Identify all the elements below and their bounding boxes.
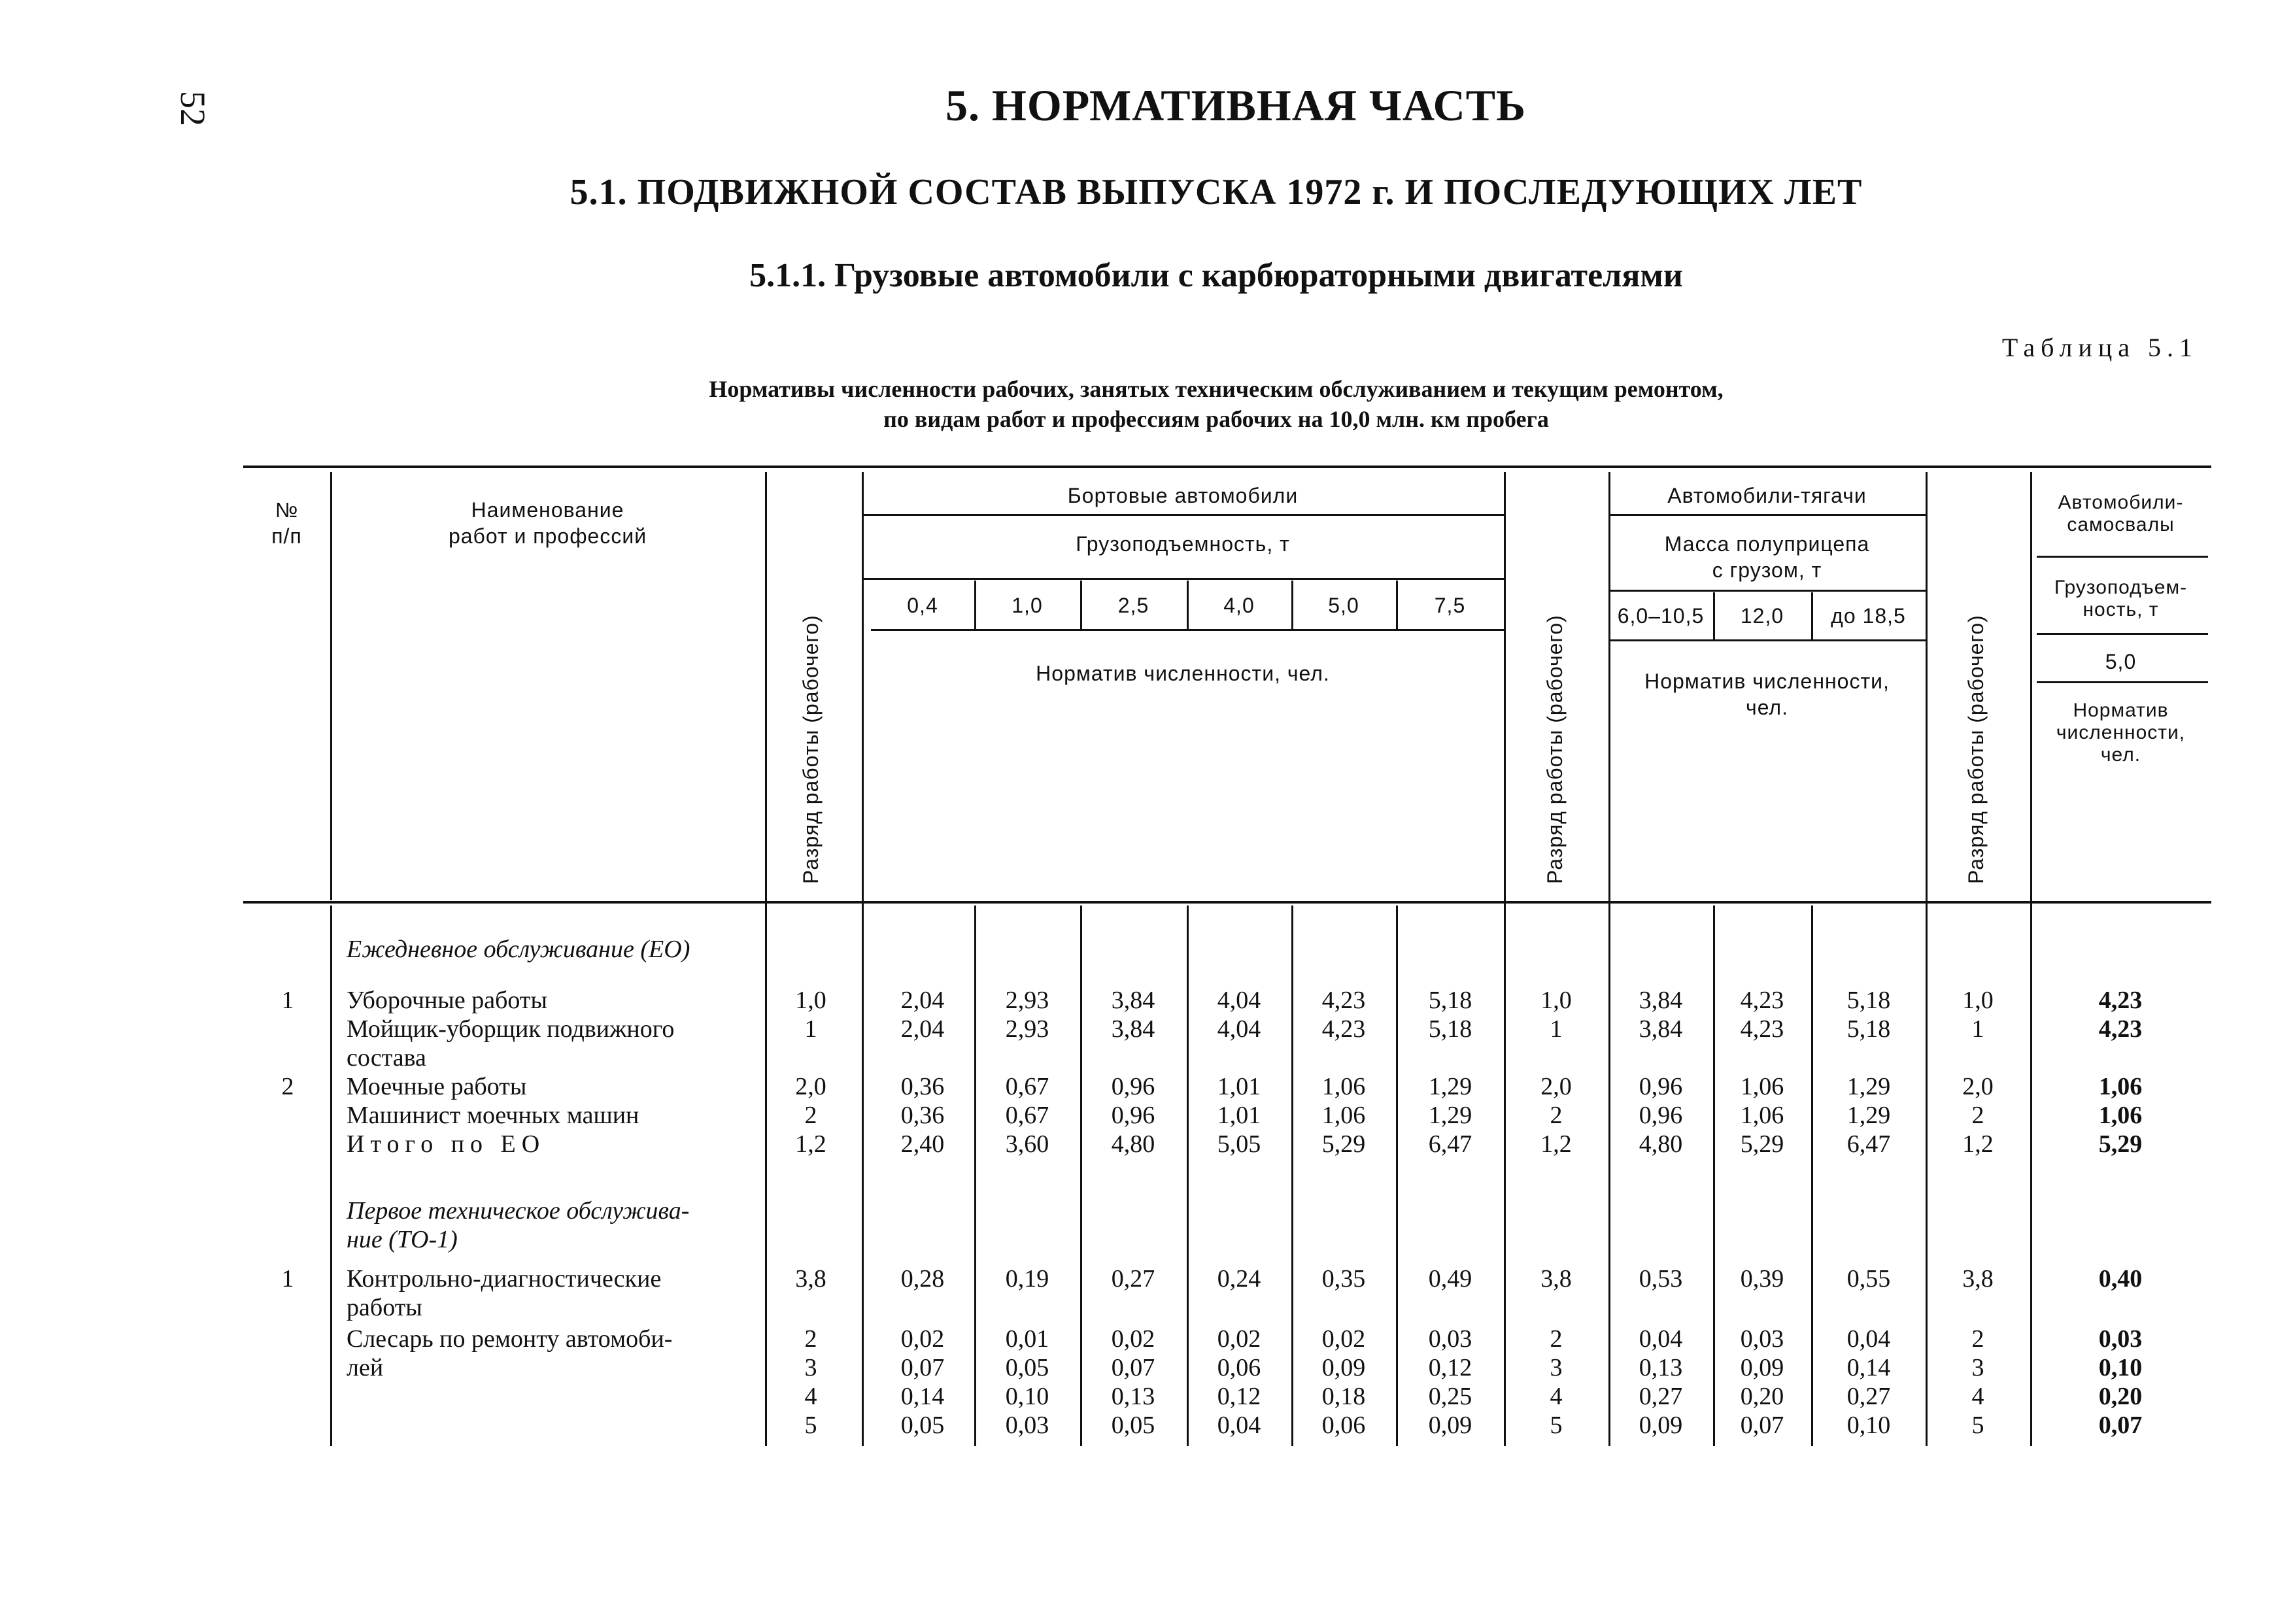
- tractor-norm: 5,18: [1846, 987, 1891, 1014]
- tractor-norm: 0,04: [1846, 1325, 1891, 1353]
- tractor-norm: 0,04: [1639, 1325, 1683, 1353]
- dump-norm: 0,03: [2098, 1325, 2143, 1353]
- divider: [1811, 905, 1813, 1446]
- grade-flatbed: 2: [804, 1325, 817, 1353]
- dump-norm: 0,07: [2098, 1412, 2143, 1439]
- divider: [330, 905, 332, 1446]
- divider: [1396, 905, 1398, 1446]
- flatbed-norm: 0,02: [1217, 1325, 1261, 1353]
- flatbed-capacity-1: 1,0: [1012, 594, 1043, 617]
- flatbed-capacity-5: 7,5: [1434, 594, 1466, 617]
- tractor-norm: 0,13: [1639, 1354, 1683, 1381]
- header-dump-capacity-line-1: Грузоподъем-: [2054, 577, 2188, 598]
- header-dump-norm-line-2: численности,: [2056, 722, 2186, 743]
- tractor-norm: 4,23: [1740, 1015, 1784, 1043]
- grade-tractor: 1,0: [1540, 987, 1572, 1014]
- flatbed-norm: 0,03: [1428, 1325, 1472, 1353]
- rule: [1608, 590, 1926, 592]
- divider: [1291, 905, 1293, 1446]
- rule: [862, 514, 1504, 516]
- row-label: [347, 986, 752, 1015]
- grade-flatbed: 1,0: [795, 987, 826, 1014]
- flatbed-norm: 1,06: [1321, 1073, 1366, 1100]
- flatbed-norm: 0,04: [1217, 1412, 1261, 1439]
- tractor-norm: 0,09: [1639, 1412, 1683, 1439]
- grade-flatbed: 1,2: [795, 1130, 826, 1158]
- row-label-line: Слесарь по ремонту автомоби-: [347, 1325, 673, 1353]
- header-dump-norm-line-3: чел.: [2100, 744, 2141, 766]
- tractor-norm: 0,96: [1639, 1102, 1683, 1129]
- table-label: Таблица 5.1: [2001, 333, 2198, 362]
- dump-norm: 0,40: [2098, 1265, 2143, 1293]
- section-eo-title: Ежедневное обслуживание (ЕО): [347, 936, 690, 963]
- table-caption: [0, 374, 2295, 434]
- header-bottom-rule: [243, 901, 2211, 904]
- page-number: 52: [173, 91, 212, 126]
- flatbed-norm: 0,49: [1428, 1265, 1472, 1293]
- header-flatbed: Бортовые автомобили: [1067, 484, 1299, 507]
- header-dump-norm-line-1: Норматив: [2073, 700, 2169, 721]
- dump-norm: 5,29: [2098, 1130, 2143, 1158]
- divider: [1713, 905, 1715, 1446]
- divider: [974, 905, 976, 1446]
- section-to1-title: [347, 1196, 765, 1254]
- header-name-line-2: работ и профессий: [448, 524, 647, 548]
- grade-flatbed: 2,0: [795, 1073, 826, 1100]
- tractor-capacity-0: 6,0–10,5: [1617, 604, 1705, 628]
- grade-dump: 2,0: [1962, 1073, 1994, 1100]
- flatbed-norm: 1,01: [1217, 1073, 1261, 1100]
- rule: [2037, 556, 2208, 558]
- header-norm-tractor-line-2: чел.: [1746, 696, 1788, 719]
- row-label-line: работы: [347, 1294, 422, 1321]
- flatbed-norm: 0,05: [1005, 1354, 1049, 1381]
- flatbed-norm: 0,13: [1111, 1383, 1155, 1410]
- header-norm-flatbed: Норматив численности, чел.: [1036, 662, 1330, 685]
- header-number: [243, 497, 330, 549]
- header-name-line-1: Наименование: [471, 498, 624, 522]
- flatbed-norm: 0,03: [1005, 1412, 1049, 1439]
- divider: [765, 472, 767, 1446]
- tractor-norm: 3,84: [1639, 1015, 1683, 1043]
- tractor-capacity-1: 12,0: [1740, 604, 1784, 628]
- caption-line-2: по видам работ и профессиям рабочих на 10,0 млн. км пробега: [883, 406, 1549, 432]
- flatbed-norm: 0,01: [1005, 1325, 1049, 1353]
- grade-dump: 4: [1971, 1383, 1984, 1410]
- row-label-line: Итого по ЕО: [347, 1130, 546, 1158]
- flatbed-norm: 2,40: [900, 1130, 945, 1158]
- tractor-norm: 0,09: [1740, 1354, 1784, 1381]
- row-number: 1: [281, 1265, 294, 1293]
- rule: [862, 578, 1504, 580]
- grade-dump: 3,8: [1962, 1265, 1994, 1293]
- row-label: [347, 1130, 752, 1159]
- flatbed-norm: 5,18: [1428, 1015, 1472, 1043]
- flatbed-norm: 0,05: [1111, 1412, 1155, 1439]
- row-label: [347, 1264, 752, 1322]
- tractor-norm: 1,29: [1846, 1102, 1891, 1129]
- flatbed-norm: 0,06: [1217, 1354, 1261, 1381]
- tractor-norm: 0,53: [1639, 1265, 1683, 1293]
- flatbed-capacity-2: 2,5: [1117, 594, 1149, 617]
- flatbed-norm: 0,96: [1111, 1073, 1155, 1100]
- grade-dump: 2: [1971, 1325, 1984, 1353]
- flatbed-norm: 2,93: [1005, 1015, 1049, 1043]
- flatbed-norm: 1,29: [1428, 1102, 1472, 1129]
- tractor-norm: 0,14: [1846, 1354, 1891, 1381]
- header-norm-tractor-line-1: Норматив численности,: [1644, 669, 1890, 693]
- grade-tractor: 1,2: [1540, 1130, 1572, 1158]
- flatbed-norm: 3,60: [1005, 1130, 1049, 1158]
- grade-dump: 1: [1971, 1015, 1984, 1043]
- tractor-norm: 0,27: [1846, 1383, 1891, 1410]
- dump-norm: 0,20: [2098, 1383, 2143, 1410]
- grade-tractor: 2: [1550, 1325, 1563, 1353]
- header-number-line-2: п/п: [271, 524, 302, 548]
- flatbed-norm: 0,05: [900, 1412, 945, 1439]
- header-tractors: Автомобили-тягачи: [1667, 484, 1867, 507]
- tractor-norm: 0,39: [1740, 1265, 1784, 1293]
- flatbed-norm: 5,29: [1321, 1130, 1366, 1158]
- flatbed-norm: 3,84: [1111, 1015, 1155, 1043]
- header-dump-line-2: самосвалы: [2067, 514, 2175, 535]
- row-label-line: Уборочные работы: [347, 987, 548, 1014]
- flatbed-norm: 0,06: [1321, 1412, 1366, 1439]
- grade-flatbed: 3,8: [795, 1265, 826, 1293]
- tractor-norm: 4,23: [1740, 987, 1784, 1014]
- tractor-norm: 1,06: [1740, 1073, 1784, 1100]
- tractor-norm: 0,27: [1639, 1383, 1683, 1410]
- header-dump: [2030, 492, 2211, 536]
- divider: [1926, 472, 1928, 1446]
- grade-flatbed: 3: [804, 1354, 817, 1381]
- header-semitrailer-line-2: с грузом, т: [1712, 558, 1822, 582]
- grade-tractor: 3,8: [1540, 1265, 1572, 1293]
- row-label-line: состава: [347, 1044, 426, 1072]
- subsubsection-heading: 5.1.1. Грузовые автомобили с карбюраторными двигателями: [749, 257, 1683, 294]
- subsection-heading: 5.1. ПОДВИЖНОЙ СОСТАВ ВЫПУСКА 1972 г. И ПОСЛЕДУЮЩИХ ЛЕТ: [570, 172, 1863, 212]
- flatbed-norm: 0,19: [1005, 1265, 1049, 1293]
- section-to1-title-line-2: ние (ТО-1): [347, 1226, 458, 1253]
- row-label-line: Контрольно-диагностические: [347, 1265, 662, 1293]
- header-dump-norm: [2030, 700, 2211, 766]
- header-grade-tractor: Разряд работы (рабочего): [1543, 615, 1567, 884]
- tractor-norm: 4,80: [1639, 1130, 1683, 1158]
- tractor-norm: 0,96: [1639, 1073, 1683, 1100]
- header-capacity: Грузоподъемность, т: [1076, 532, 1290, 556]
- grade-tractor: 5: [1550, 1412, 1563, 1439]
- flatbed-norm: 4,04: [1217, 987, 1261, 1014]
- flatbed-norm: 0,67: [1005, 1073, 1049, 1100]
- grade-tractor: 2: [1550, 1102, 1563, 1129]
- flatbed-norm: 4,80: [1111, 1130, 1155, 1158]
- flatbed-norm: 3,84: [1111, 987, 1155, 1014]
- flatbed-norm: 4,04: [1217, 1015, 1261, 1043]
- flatbed-norm: 0,10: [1005, 1383, 1049, 1410]
- flatbed-norm: 0,14: [900, 1383, 945, 1410]
- flatbed-norm: 0,02: [1321, 1325, 1366, 1353]
- flatbed-norm: 0,67: [1005, 1102, 1049, 1129]
- grade-tractor: 3: [1550, 1354, 1563, 1381]
- tractor-norm: 6,47: [1846, 1130, 1891, 1158]
- divider: [862, 472, 864, 1446]
- grade-dump: 1,0: [1962, 987, 1994, 1014]
- tractor-norm: 3,84: [1639, 987, 1683, 1014]
- dump-norm: 0,10: [2098, 1354, 2143, 1381]
- row-label-line: Мойщик-уборщик подвижного: [347, 1015, 675, 1043]
- flatbed-norm: 0,12: [1428, 1354, 1472, 1381]
- row-label: [347, 1101, 752, 1130]
- grade-tractor: 2,0: [1540, 1073, 1572, 1100]
- grade-flatbed: 2: [804, 1102, 817, 1129]
- dump-norm: 4,23: [2098, 987, 2143, 1014]
- grade-dump: 5: [1971, 1412, 1984, 1439]
- tractor-norm: 1,06: [1740, 1102, 1784, 1129]
- grade-dump: 1,2: [1962, 1130, 1994, 1158]
- row-number: 1: [281, 987, 294, 1014]
- flatbed-norm: 1,01: [1217, 1102, 1261, 1129]
- tractor-capacity-2: до 18,5: [1831, 604, 1906, 628]
- header-number-line-1: №: [275, 498, 299, 522]
- tractor-norm: 0,20: [1740, 1383, 1784, 1410]
- grade-flatbed: 1: [804, 1015, 817, 1043]
- flatbed-capacity-0: 0,4: [907, 594, 938, 617]
- tractor-norm: 0,10: [1846, 1412, 1891, 1439]
- header-dump-line-1: Автомобили-: [2058, 492, 2184, 513]
- header-dump-capacity-value: 5,0: [2105, 650, 2137, 673]
- flatbed-norm: 5,05: [1217, 1130, 1261, 1158]
- divider: [1080, 905, 1082, 1446]
- grade-dump: 2: [1971, 1102, 1984, 1129]
- grade-tractor: 4: [1550, 1383, 1563, 1410]
- dump-norm: 1,06: [2098, 1073, 2143, 1100]
- grade-dump: 3: [1971, 1354, 1984, 1381]
- flatbed-norm: 0,02: [900, 1325, 945, 1353]
- flatbed-norm: 2,04: [900, 1015, 945, 1043]
- tractor-norm: 5,29: [1740, 1130, 1784, 1158]
- row-label-line: Машинист моечных машин: [347, 1102, 639, 1129]
- flatbed-norm: 4,23: [1321, 987, 1366, 1014]
- tractor-norm: 1,29: [1846, 1073, 1891, 1100]
- row-label-line: Моечные работы: [347, 1073, 527, 1100]
- flatbed-norm: 2,93: [1005, 987, 1049, 1014]
- flatbed-norm: 1,29: [1428, 1073, 1472, 1100]
- rule: [1608, 639, 1926, 641]
- flatbed-norm: 0,18: [1321, 1383, 1366, 1410]
- caption-line-1: Нормативы численности рабочих, занятых техническим обслуживанием и текущим ремонтом,: [709, 376, 1724, 402]
- flatbed-norm: 0,25: [1428, 1383, 1472, 1410]
- tractor-norm: 0,03: [1740, 1325, 1784, 1353]
- flatbed-norm: 0,36: [900, 1102, 945, 1129]
- flatbed-norm: 0,12: [1217, 1383, 1261, 1410]
- header-dump-capacity-line-2: ность, т: [2082, 599, 2159, 620]
- flatbed-norm: 0,09: [1321, 1354, 1366, 1381]
- flatbed-norm: 0,24: [1217, 1265, 1261, 1293]
- header-semitrailer-line-1: Масса полуприцепа: [1664, 532, 1870, 556]
- row-number: 2: [281, 1073, 294, 1100]
- tractor-norm: 0,07: [1740, 1412, 1784, 1439]
- rule: [2037, 681, 2208, 683]
- tractor-norm: 5,18: [1846, 1015, 1891, 1043]
- flatbed-norm: 0,02: [1111, 1325, 1155, 1353]
- row-label: [347, 1072, 752, 1101]
- flatbed-norm: 0,09: [1428, 1412, 1472, 1439]
- flatbed-norm: 0,07: [1111, 1354, 1155, 1381]
- header-semitrailer: [1608, 531, 1926, 583]
- rule: [871, 629, 1504, 631]
- flatbed-capacity-4: 5,0: [1328, 594, 1359, 617]
- tractor-norm: 0,55: [1846, 1265, 1891, 1293]
- divider: [1504, 472, 1506, 1446]
- flatbed-norm: 0,07: [900, 1354, 945, 1381]
- flatbed-capacity-3: 4,0: [1223, 594, 1255, 617]
- row-label-line: лей: [347, 1354, 384, 1381]
- grade-tractor: 1: [1550, 1015, 1563, 1043]
- flatbed-norm: 0,96: [1111, 1102, 1155, 1129]
- grade-flatbed: 5: [804, 1412, 817, 1439]
- section-heading: 5. НОРМАТИВНАЯ ЧАСТЬ: [945, 80, 1527, 130]
- dump-norm: 4,23: [2098, 1015, 2143, 1043]
- flatbed-norm: 4,23: [1321, 1015, 1366, 1043]
- flatbed-norm: 2,04: [900, 987, 945, 1014]
- dump-norm: 1,06: [2098, 1102, 2143, 1129]
- flatbed-norm: 6,47: [1428, 1130, 1472, 1158]
- header-grade-dump: Разряд работы (рабочего): [1964, 615, 1988, 884]
- divider: [1187, 905, 1189, 1446]
- flatbed-norm: 0,28: [900, 1265, 945, 1293]
- flatbed-norm: 1,06: [1321, 1102, 1366, 1129]
- header-name: [330, 497, 765, 549]
- header-grade-flatbed: Разряд работы (рабочего): [799, 615, 823, 884]
- rule: [1608, 514, 1926, 516]
- flatbed-norm: 0,27: [1111, 1265, 1155, 1293]
- row-label: [347, 1325, 752, 1382]
- section-to1-title-line-1: Первое техническое обслужива-: [347, 1197, 690, 1225]
- header-norm-tractor: [1608, 668, 1926, 720]
- rule: [2037, 633, 2208, 635]
- flatbed-norm: 0,36: [900, 1073, 945, 1100]
- header-dump-capacity: [2030, 577, 2211, 621]
- flatbed-norm: 5,18: [1428, 987, 1472, 1014]
- row-label: [347, 1015, 752, 1072]
- flatbed-norm: 0,35: [1321, 1265, 1366, 1293]
- table-top-rule: [243, 465, 2211, 468]
- grade-flatbed: 4: [804, 1383, 817, 1410]
